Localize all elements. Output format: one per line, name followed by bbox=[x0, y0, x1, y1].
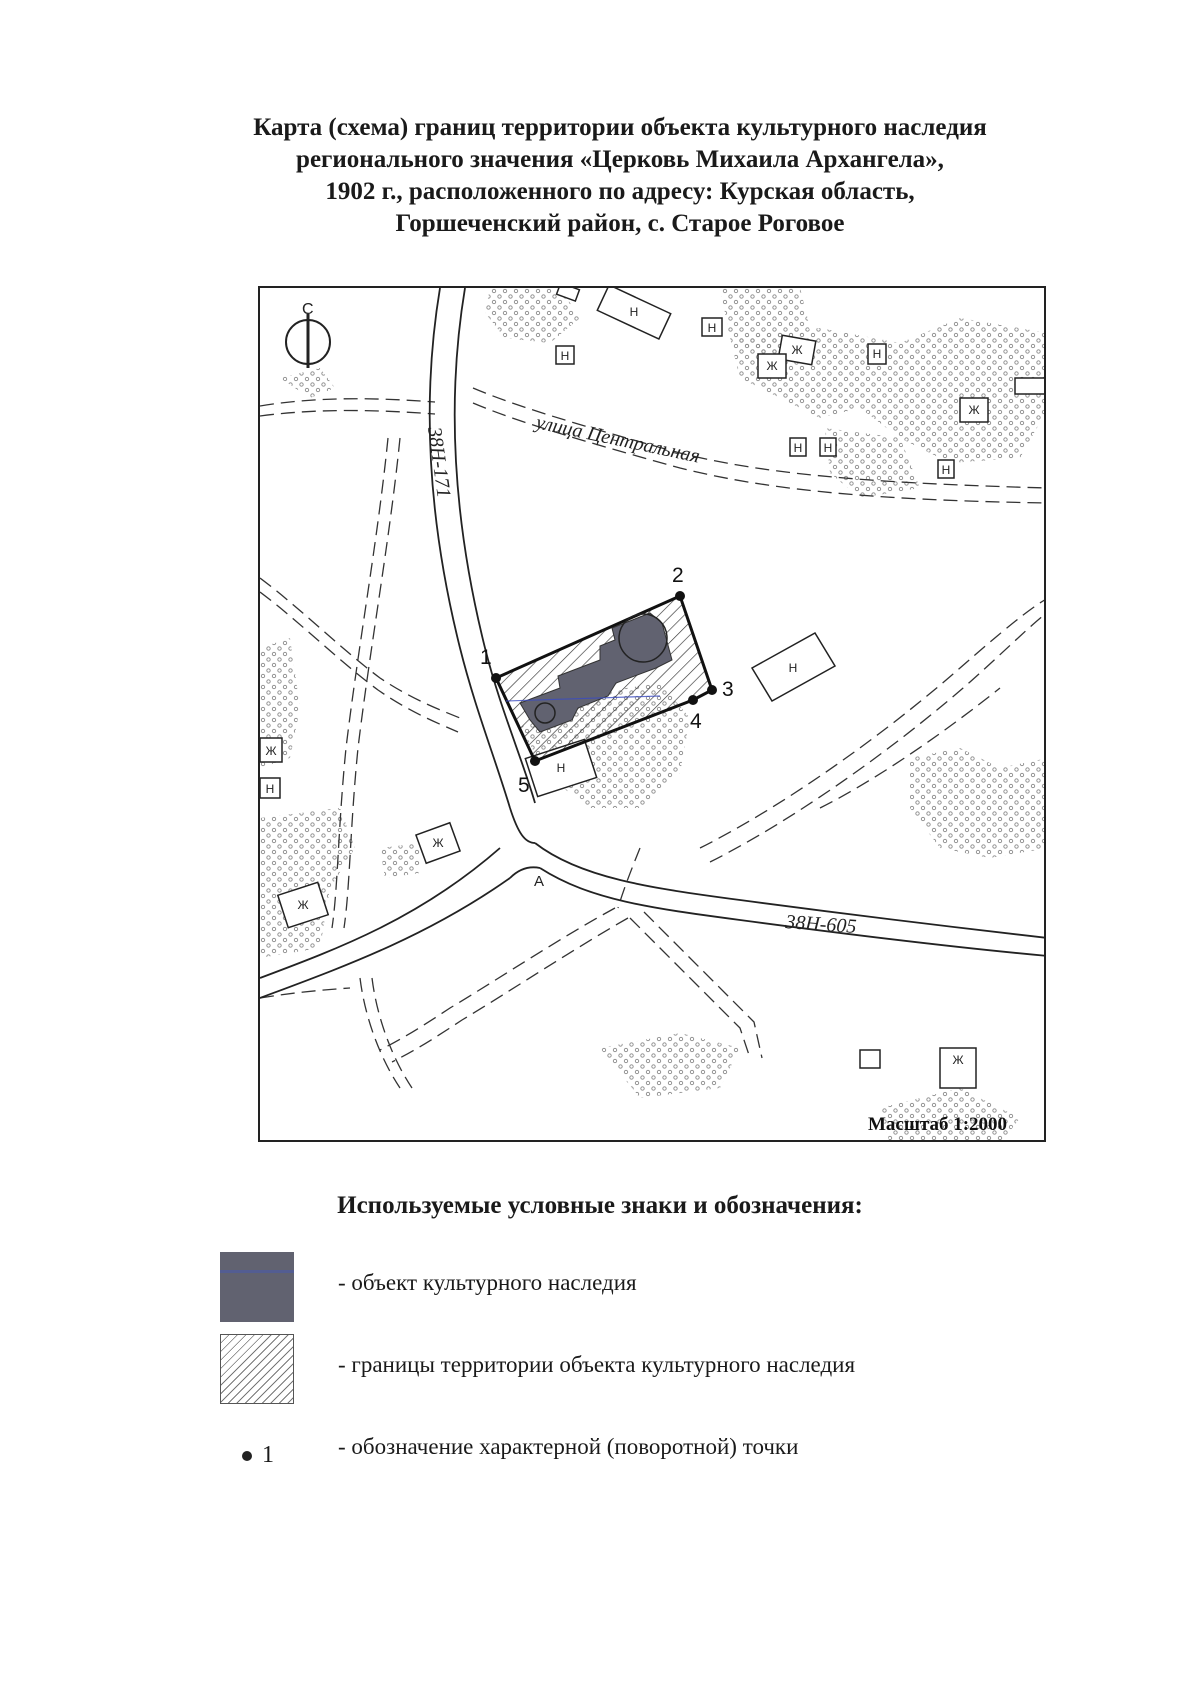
map-title bbox=[150, 112, 1090, 240]
scale-text: Масштаб 1:2000 bbox=[868, 1114, 1008, 1135]
building-label: Ж bbox=[766, 359, 778, 373]
road-label-605: 38Н-605 bbox=[784, 911, 858, 938]
building-label: Н bbox=[788, 661, 798, 675]
legend-item-boundary bbox=[220, 1334, 1020, 1404]
turning-point-2 bbox=[675, 591, 685, 601]
point-label-4: 4 bbox=[690, 710, 702, 733]
building-label: Ж bbox=[968, 403, 980, 417]
building-label: Ж bbox=[791, 343, 803, 357]
street-label: улица Центральная bbox=[533, 411, 702, 468]
dot-icon bbox=[242, 1451, 252, 1461]
point-label-2: 2 bbox=[672, 564, 684, 587]
point-symbol-label: 1 bbox=[262, 1442, 274, 1468]
legend-text-boundary: - границы территории объекта культурного наследия bbox=[338, 1352, 856, 1377]
building-label: Ж bbox=[265, 744, 277, 758]
junction-label: А bbox=[534, 873, 545, 890]
building-label: Н bbox=[872, 347, 882, 361]
point-label-1: 1 bbox=[480, 646, 492, 669]
legend-title: Используемые условные знаки и обозначения: bbox=[337, 1192, 863, 1219]
map-svg bbox=[260, 288, 1046, 1142]
turning-point-3 bbox=[707, 685, 717, 695]
heritage-swatch bbox=[220, 1252, 294, 1322]
legend-item-point bbox=[220, 1416, 1020, 1486]
point-label-3: 3 bbox=[722, 678, 734, 701]
building-label: Н bbox=[629, 305, 639, 319]
north-label: С bbox=[302, 301, 314, 318]
road-label-171: 38Н-171 bbox=[423, 425, 455, 500]
building-label: Ж bbox=[432, 836, 444, 850]
legend-item-heritage bbox=[220, 1252, 1020, 1322]
point-symbol bbox=[242, 1442, 274, 1469]
turning-point-4 bbox=[688, 695, 698, 705]
building-label: Н bbox=[823, 441, 833, 455]
building-label: Н bbox=[941, 463, 951, 477]
legend-text-point: - обозначение характерной (поворотной) точки bbox=[338, 1434, 799, 1459]
north-arrow-icon bbox=[286, 314, 330, 368]
title-line-2: регионального значения «Церковь Михаила Архангела», bbox=[296, 146, 944, 173]
turning-point-5 bbox=[530, 756, 540, 766]
building-label: Ж bbox=[297, 898, 309, 912]
title-line-1: Карта (схема) границ территории объекта культурного наследия bbox=[253, 114, 987, 141]
building-label: Н bbox=[707, 321, 717, 335]
building-label: Ж bbox=[952, 1053, 964, 1067]
hatch-swatch bbox=[220, 1334, 294, 1404]
building-label: Н bbox=[793, 441, 803, 455]
legend-text-heritage: - объект культурного наследия bbox=[338, 1270, 637, 1295]
map-frame bbox=[258, 286, 1046, 1142]
building-label: Н bbox=[556, 761, 566, 775]
building-label: Н bbox=[265, 782, 275, 796]
title-line-4: Горшеченский район, с. Старое Роговое bbox=[395, 210, 845, 237]
turning-point-1 bbox=[491, 673, 501, 683]
building-label: Н bbox=[560, 349, 570, 363]
point-label-5: 5 bbox=[518, 774, 530, 797]
title-line-3: 1902 г., расположенного по адресу: Курская область, bbox=[325, 178, 915, 205]
